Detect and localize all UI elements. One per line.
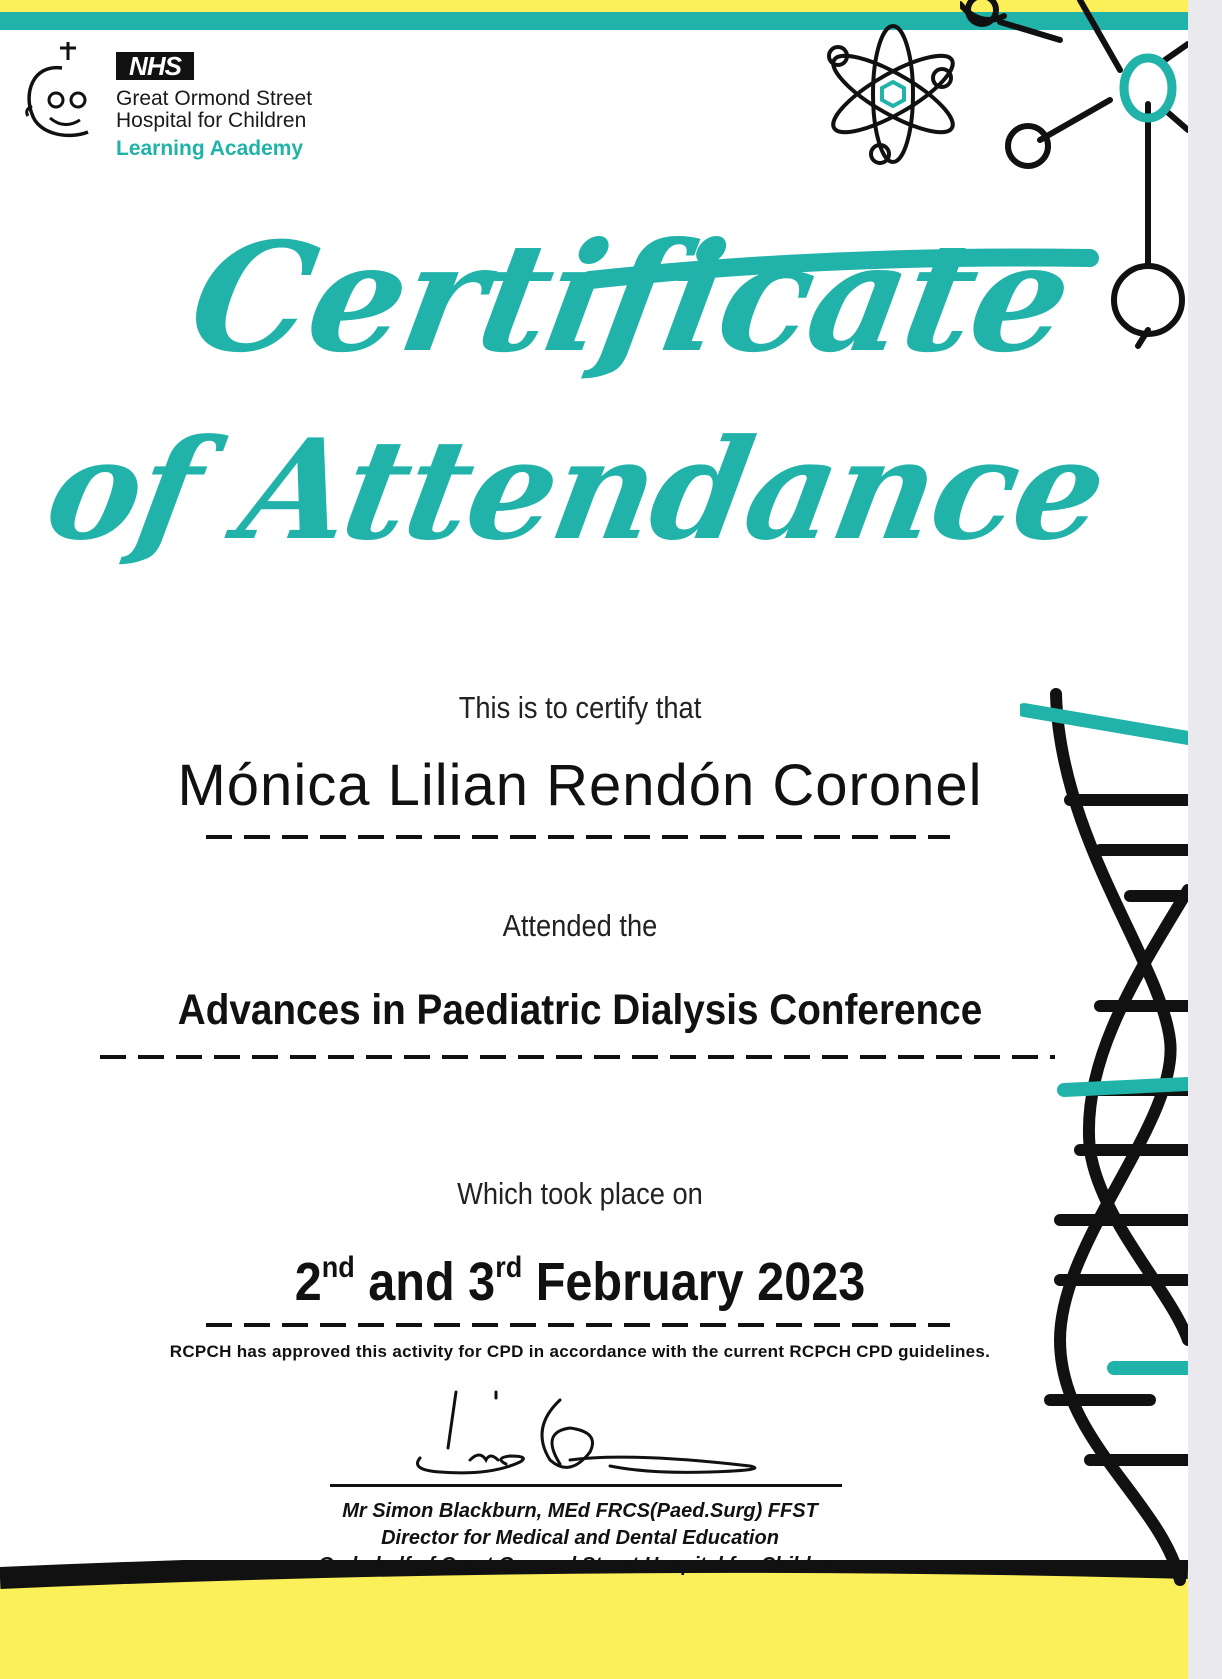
event-dashed-line [100,1052,1055,1062]
date-day-1: 2 [294,1252,322,1312]
name-dashed-line [206,832,950,842]
took-place-text: Which took place on [457,1176,703,1211]
date-connector: and [354,1252,469,1312]
certify-text: This is to certify that [458,690,702,725]
logo-line-academy: Learning Academy [116,137,304,160]
child-face-logo-icon [18,36,110,148]
event-date [58,1251,1102,1313]
attended-text: Attended the [502,908,658,943]
date-day-2-suffix: rd [495,1251,523,1284]
heading-line-1: Certificate [178,209,1083,386]
cpd-approval-note: RCPCH has approved this activity for CPD in accordance with the current RCPCH CPD guidelines. [169,1342,991,1361]
date-day-2: 3 [468,1252,496,1312]
signatory-on-behalf: On behalf of Great Ormond Street Hospital for Children [318,1554,842,1576]
event-title: Advances in Paediatric Dialysis Conference [177,986,983,1034]
certificate-heading [30,150,1120,590]
logo-line-1: Great Ormond Street [116,87,313,110]
date-day-1-suffix: nd [321,1251,355,1284]
recipient-name: Mónica Lilian Rendón Coronel [177,753,983,818]
signature-line [330,1484,842,1487]
logo-line-2: Hospital for Children [116,109,307,132]
page-edge [1188,0,1222,1679]
signatory-role: Director for Medical and Dental Education [381,1527,779,1549]
date-month-year: February 2023 [522,1252,866,1312]
date-dashed-line [206,1320,950,1330]
signatory-name: Mr Simon Blackburn, MEd FRCS(Paed.Surg) FFST [342,1500,818,1522]
nhs-badge: NHS [116,52,194,80]
signature-image [410,1388,770,1478]
heading-line-2: of Attendance [35,408,1117,571]
